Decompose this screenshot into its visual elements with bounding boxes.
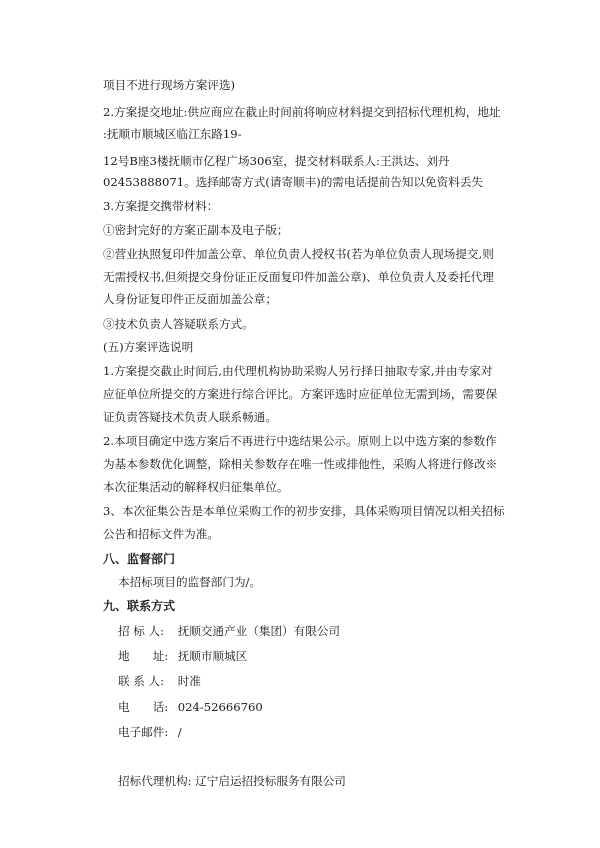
body-line-11: ③技术负责人答疑联系方式。 bbox=[103, 317, 254, 331]
contact-label: 招 标 人: bbox=[118, 624, 165, 638]
section8-text: 本招标项目的监督部门为/。 bbox=[118, 575, 262, 589]
agency-row bbox=[118, 773, 346, 789]
body-line-15: 证负责答疑技术负责人联系畅通。 bbox=[103, 410, 277, 424]
contact-row-email bbox=[118, 724, 182, 740]
body-line-18: 本次征集活动的解释权归征集单位。 bbox=[103, 480, 289, 494]
body-line-1: 项目不进行现场方案评选) bbox=[103, 78, 236, 92]
body-line-3: :抚顺市顺城区临江东路19- bbox=[103, 127, 242, 141]
body-line-16: 2.本项目确定中选方案后不再进行中选结果公示。原则上以中选方案的参数作 bbox=[103, 434, 497, 448]
body-line-9: 无需授权书,但须提交身份证正反面复印件加盖公章)、单位负责人及委托代理 bbox=[103, 270, 494, 284]
agency-label: 招标代理机构: bbox=[118, 774, 192, 788]
body-line-20: 公告和招标文件为准。 bbox=[103, 527, 219, 541]
contact-label: 地 址: bbox=[118, 649, 169, 663]
contact-label: 电子邮件: bbox=[118, 725, 169, 739]
contact-value: / bbox=[177, 725, 182, 739]
contact-row-address bbox=[118, 648, 247, 664]
body-line-14: 应征单位所提交的方案进行综合评比。方案评选时应征单位无需到场，需要保 bbox=[103, 387, 498, 401]
body-line-4: 12号B座3楼抚顺市亿程广场306室，提交材料联系人:王洪达、刘丹 bbox=[103, 154, 450, 168]
body-line-6: 3.方案提交携带材料： bbox=[103, 199, 219, 213]
body-line-12: (五)方案评选说明 bbox=[103, 340, 194, 354]
section9-heading: 九、联系方式 bbox=[103, 599, 176, 613]
contact-row-phone bbox=[118, 699, 263, 715]
contact-value: 抚顺交通产业（集团）有限公司 bbox=[177, 624, 341, 638]
body-line-10: 人身份证复印件正反面加盖公章； bbox=[103, 292, 277, 306]
body-line-5: 02453888071。选择邮寄方式(请寄顺丰)的需电话提前告知以免资料丢失 bbox=[103, 175, 484, 189]
body-line-13: 1.方案提交截止时间后,由代理机构协助采购人另行择日抽取专家,并由专家对 bbox=[103, 364, 493, 378]
contact-row-person bbox=[118, 673, 201, 689]
body-line-17: 为基本参数优化调整，除相关参数存在唯一性或排他性，采购人将进行修改※ bbox=[103, 457, 498, 471]
contact-label: 联 系 人: bbox=[118, 674, 165, 688]
contact-value: 024-52666760 bbox=[177, 700, 263, 714]
body-line-2: 2.方案提交地址:供应商应在截止时间前将响应材料提交到招标代理机构，地址 bbox=[103, 105, 501, 119]
contact-row-tenderer bbox=[118, 623, 340, 639]
body-line-7: ①密封完好的方案正副本及电子版； bbox=[103, 223, 289, 237]
body-line-8: ②营业执照复印件加盖公章、单位负责人授权书(若为单位负责人现场提交,则 bbox=[103, 247, 494, 261]
agency-value: 辽宁启运招投标服务有限公司 bbox=[195, 774, 346, 788]
contact-value: 抚顺市顺城区 bbox=[177, 649, 248, 663]
body-line-19: 3、本次征集公告是本单位采购工作的初步安排，具体采购项目情况以相关招标 bbox=[103, 504, 505, 518]
contact-label: 电 话: bbox=[118, 700, 169, 714]
section8-heading: 八、监督部门 bbox=[103, 552, 176, 566]
contact-value: 时准 bbox=[177, 674, 201, 688]
